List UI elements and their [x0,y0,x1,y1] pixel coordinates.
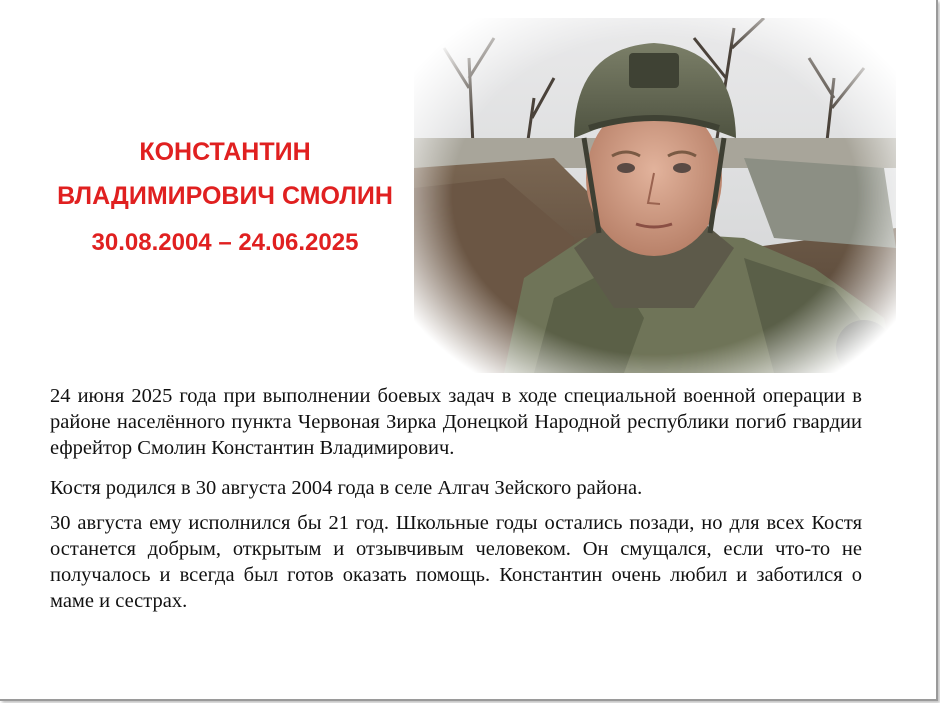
name-first-line: КОНСТАНТИН [139,138,311,166]
portrait-photo [414,18,896,373]
paragraph-death-notice: 24 июня 2025 года при выполнении боевых задач в ходе специальной военной операции в районе населённого пункта Червоная Зирка Донецкой Народной республики погиб гвардии ефрейтор Смолин Константин Владимирович. [50,385,862,459]
life-dates: 30.08.2004 – 24.06.2025 [91,229,359,256]
paragraph-character: 30 августа ему исполнился бы 21 год. Школьные годы остались позади, но для всех Костя останется добрым, открытым и отзывчивым человеком. Он смущался, если что-то не получалось и всегда был готов оказать помощь. Константин очень любил и заботился о маме и сестрах. [50,512,862,612]
paragraph-birth: Костя родился в 30 августа 2004 года в селе Алгач Зейского района. [50,477,643,499]
name-second-line: ВЛАДИМИРОВИЧ СМОЛИН [57,182,393,210]
